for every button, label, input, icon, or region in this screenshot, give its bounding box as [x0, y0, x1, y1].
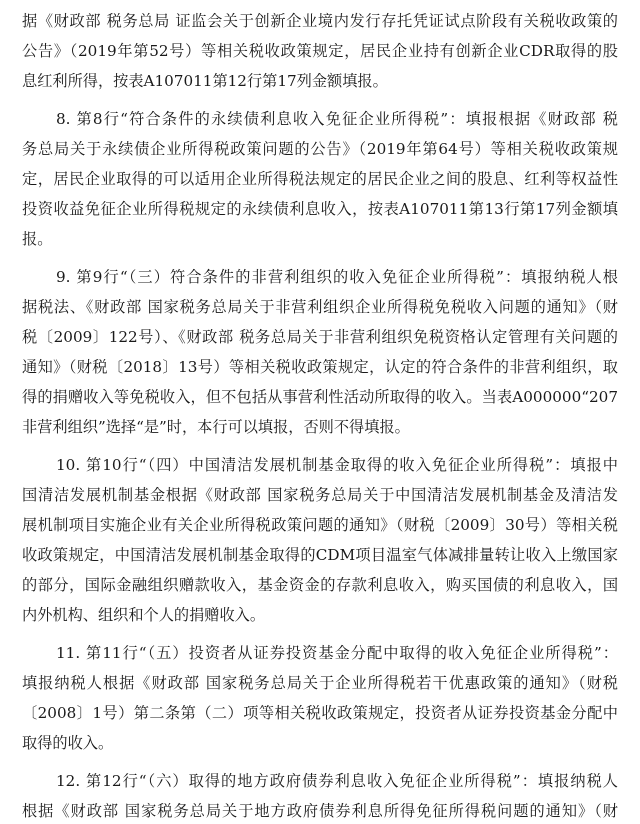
- paragraph-start-line: 9. 第9行“（三）符合条件的非营利组织的收入免征企业所得税”：填报纳税人根: [56, 268, 618, 286]
- paragraph-start-line: 8. 第8行“符合条件的永续债利息收入免征企业所得税”：填报根据《财政部 税: [56, 110, 618, 128]
- paragraph-start-line: 11. 第11行“（五）投资者从证券投资基金分配中取得的收入免征企业所得税”：: [56, 644, 618, 662]
- text-line: 内外机构、组织和个人的捐赠收入。: [22, 606, 265, 624]
- text-line: 息红利所得，按表A107011第12行第17列金额填报。: [22, 72, 388, 90]
- text-line: 得的捐赠收入等免税收入，但不包括从事营利性活动所取得的收入。当表A000000“207: [22, 388, 618, 406]
- text-line: 务总局关于永续债企业所得税政策问题的公告》（2019年第64号）等相关税收政策规: [22, 140, 618, 158]
- text-line: 取得的收入。: [22, 734, 114, 752]
- text-line: 收政策规定，中国清洁发展机制基金取得的CDM项目温室气体减排量转让收入上缴国家: [22, 546, 618, 564]
- paragraph-start-line: 12. 第12行“（六）取得的地方政府债券利息收入免征企业所得税”：填报纳税人: [56, 772, 618, 790]
- text-line: 国清洁发展机制基金根据《财政部 国家税务总局关于中国清洁发展机制基金及清洁发: [22, 486, 618, 504]
- text-line: 报。: [22, 230, 53, 248]
- text-line: 根据《财政部 国家税务总局关于地方政府债券利息所得免征所得税问题的通知》（财: [22, 802, 618, 820]
- text-line: 投资收益免征企业所得税规定的永续债利息收入，按表A107011第13行第17列金额填: [22, 200, 618, 218]
- text-line: 据税法、《财政部 国家税务总局关于非营利组织企业所得税免税收入问题的通知》（财: [22, 298, 618, 316]
- text-line: 填报纳税人根据《财政部 国家税务总局关于企业所得税若干优惠政策的通知》（财税: [22, 674, 618, 692]
- text-line: 非营利组织”选择“是”时，本行可以填报，否则不得填报。: [22, 418, 410, 436]
- text-line: 的部分，国际金融组织赠款收入，基金资金的存款利息收入，购买国债的利息收入，国: [22, 576, 618, 594]
- text-line: 公告》（2019年第52号）等相关税收政策规定，居民企业持有创新企业CDR取得的股: [22, 42, 618, 60]
- text-line: 定，居民企业取得的可以适用企业所得税法规定的居民企业之间的股息、红利等权益性: [22, 170, 618, 188]
- text-line: 税〔2009〕122号）、《财政部 税务总局关于非营利组织免税资格认定管理有关问题的: [22, 328, 618, 346]
- text-line: 〔2008〕1号）第二条第（二）项等相关税收政策规定，投资者从证券投资基金分配中: [22, 704, 618, 722]
- text-line: 通知》（财税〔2018〕13号）等相关税收政策规定，认定的符合条件的非营利组织，取: [22, 358, 618, 376]
- text-line: 据《财政部 税务总局 证监会关于创新企业境内发行存托凭证试点阶段有关税收政策的: [22, 12, 618, 30]
- text-line: 展机制项目实施企业有关企业所得税政策问题的通知》（财税〔2009〕30号）等相关税: [22, 516, 618, 534]
- paragraph-start-line: 10. 第10行“（四）中国清洁发展机制基金取得的收入免征企业所得税”：填报中: [56, 456, 618, 474]
